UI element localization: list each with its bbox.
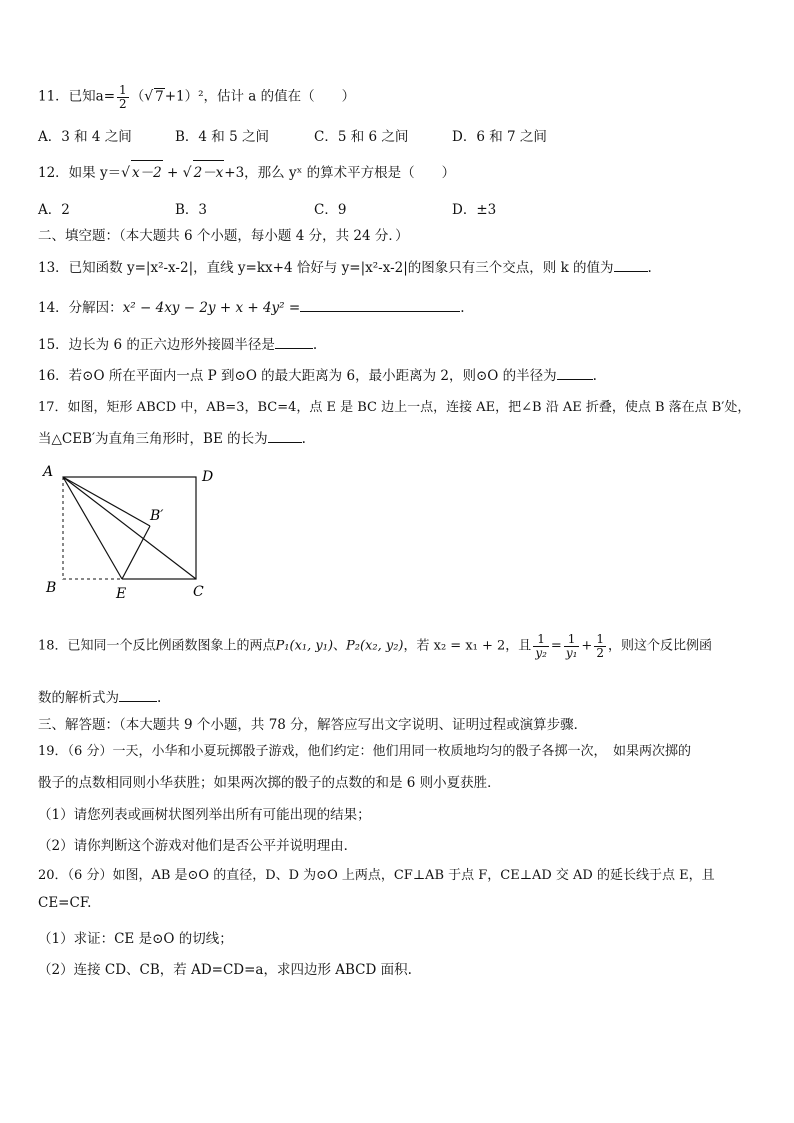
label-a: A <box>43 464 54 480</box>
q18-condition: ，若 x₂ = x₁ + 2，且 <box>403 638 532 654</box>
q12-radicand-2: 2－x <box>193 160 225 181</box>
question-20-line-1: 20．（6 分）如图，AB 是⊙O 的直径，D、D 为⊙O 上两点，CF⊥AB 于点 F，CE⊥AD 交 AD 的延长线于点 E，且 <box>38 868 715 883</box>
question-19-line-1: 19．（6 分）一天，小华和小夏玩掷骰子游戏，他们约定：他们用同一枚质地均匀的骰子各掷一次， 如果两次掷的 <box>38 744 691 759</box>
sqrt-icon: √ <box>121 165 131 181</box>
q14-prefix: 14．分解因： <box>38 300 123 316</box>
q18-f2-den: y₁ <box>565 645 578 660</box>
q12-option-a: A．2 <box>38 202 70 218</box>
segment-ab-prime <box>63 477 150 526</box>
q18-fraction-2 <box>564 633 580 659</box>
section-3-heading: 三、解答题：（本大题共 9 个小题，共 78 分，解答应写出文字说明、证明过程或演算步骤． <box>38 717 588 733</box>
question-19-line-2: 骰子的点数相同则小华获胜；如果两次掷的骰子的点数的和是 6 则小夏获胜． <box>38 775 501 791</box>
period: . <box>301 431 306 447</box>
q18-fraction-1 <box>533 633 549 659</box>
sqrt-icon: √ <box>144 88 154 105</box>
q18-f3-den: 2 <box>596 645 604 660</box>
question-17-line-2 <box>38 427 306 447</box>
q18-prefix: 18．已知同一个反比例函数图象上的两点 <box>38 638 276 654</box>
q15-text: 15．边长为 6 的正六边形外接圆半径是 <box>38 337 275 353</box>
q18-f1-num: 1 <box>537 632 545 646</box>
q12-prefix: 12．如果 y＝ <box>38 165 122 181</box>
q18-separator: 、 <box>333 638 347 654</box>
q12-plus: + <box>162 165 183 181</box>
question-18-line-2 <box>38 686 161 706</box>
q18-equals: = <box>550 638 562 654</box>
q18-f2-num: 1 <box>567 632 576 646</box>
segment-b-prime-e <box>122 526 150 579</box>
label-e: E <box>116 586 127 602</box>
q13-text: 13．已知函数 y=|x²-x-2|，直线 y=kx+4 恰好与 y=|x²-x-2|的图象只有三个交点，则 k 的值为 <box>38 260 614 276</box>
answer-blank <box>268 430 302 443</box>
q11-fraction <box>117 84 129 110</box>
q11-radicand: 7 <box>155 88 164 105</box>
label-c: C <box>193 584 204 600</box>
q18-text: 数的解析式为 <box>38 690 119 706</box>
label-b: B <box>46 580 57 596</box>
q18-plus: + <box>581 638 593 654</box>
q18-suffix: ，则这个反比例函 <box>607 638 712 654</box>
question-12 <box>38 160 455 181</box>
question-14 <box>38 296 464 316</box>
q11-open-paren: （ <box>130 88 145 105</box>
answer-blank <box>614 259 648 272</box>
q12-suffix: +3，那么 yˣ 的算术平方根是（ ） <box>224 165 456 181</box>
answer-blank <box>275 336 313 349</box>
q12-option-c: C．9 <box>314 202 347 218</box>
label-d: D <box>202 469 214 485</box>
q16-text: 16．若⊙O 所在平面内一点 P 到⊙O 的最大距离为 6，最小距离为 2，则⊙O 的半径为 <box>38 368 557 384</box>
question-11 <box>38 84 355 110</box>
question-13 <box>38 256 652 276</box>
q18-f1-den: y₂ <box>535 645 547 660</box>
answer-blank <box>557 367 593 380</box>
q11-option-a: A．3 和 4 之间 <box>38 129 132 145</box>
segment-ae <box>63 477 122 579</box>
q17-text: 当△CEB′为直角三角形时，BE 的长为 <box>38 431 268 447</box>
question-19-part-2: （2）请你判断这个游戏对他们是否公平并说明理由． <box>38 838 358 854</box>
period: . <box>647 260 652 276</box>
question-15 <box>38 333 317 353</box>
q12-option-b: B．3 <box>175 202 208 218</box>
q11-option-d: D．6 和 7 之间 <box>452 129 547 145</box>
answer-blank <box>119 689 157 702</box>
q18-point-2: P₂(x₂, y₂) <box>346 638 404 654</box>
section-2-heading: 二、填空题：（本大题共 6 个小题，每小题 4 分，共 24 分．） <box>38 228 409 244</box>
answer-blank <box>300 299 460 312</box>
q11-frac-den: 2 <box>119 96 127 111</box>
sqrt-icon: √ <box>182 165 192 181</box>
question-20-line-2: CE=CF. <box>38 895 92 911</box>
period: . <box>312 337 318 353</box>
rectangle-fold-figure <box>40 460 240 605</box>
question-19-part-1: （1）请您列表或画树状图列举出所有可能出现的结果； <box>38 807 371 823</box>
q11-frac-num: 1 <box>119 83 127 97</box>
q12-radicand-1: x－2 <box>131 160 163 181</box>
question-20-part-1: （1）求证：CE 是⊙O 的切线； <box>38 931 233 947</box>
period: . <box>157 690 162 706</box>
q11-option-b: B．4 和 5 之间 <box>175 129 269 145</box>
q12-option-d: D．±3 <box>452 202 497 218</box>
question-18-line-1 <box>38 633 712 659</box>
period: . <box>460 300 465 316</box>
label-b-prime: B′ <box>150 508 164 524</box>
q18-fraction-3 <box>594 633 606 659</box>
question-20-part-2: （2）连接 CD、CB，若 AD=CD=a，求四边形 ABCD 面积. <box>38 962 412 978</box>
q11-option-c: C．5 和 6 之间 <box>314 129 409 145</box>
q18-f3-num: 1 <box>596 632 604 646</box>
q11-prefix: 11．已知a= <box>38 88 116 105</box>
period: . <box>592 368 597 384</box>
q18-point-1: P₁(x₁, y₁) <box>275 638 334 654</box>
question-16 <box>38 364 597 384</box>
q14-expression: x² − 4xy − 2y + x + 4y² = <box>122 300 301 316</box>
question-17-line-1: 17．如图，矩形 ABCD 中，AB=3，BC=4，点 E 是 BC 边上一点，连接 AE，把∠B 沿 AE 折叠，使点 B 落在点 B′处， <box>38 400 751 415</box>
q11-suffix: +1）²，估计 a 的值在（ ） <box>164 88 356 105</box>
